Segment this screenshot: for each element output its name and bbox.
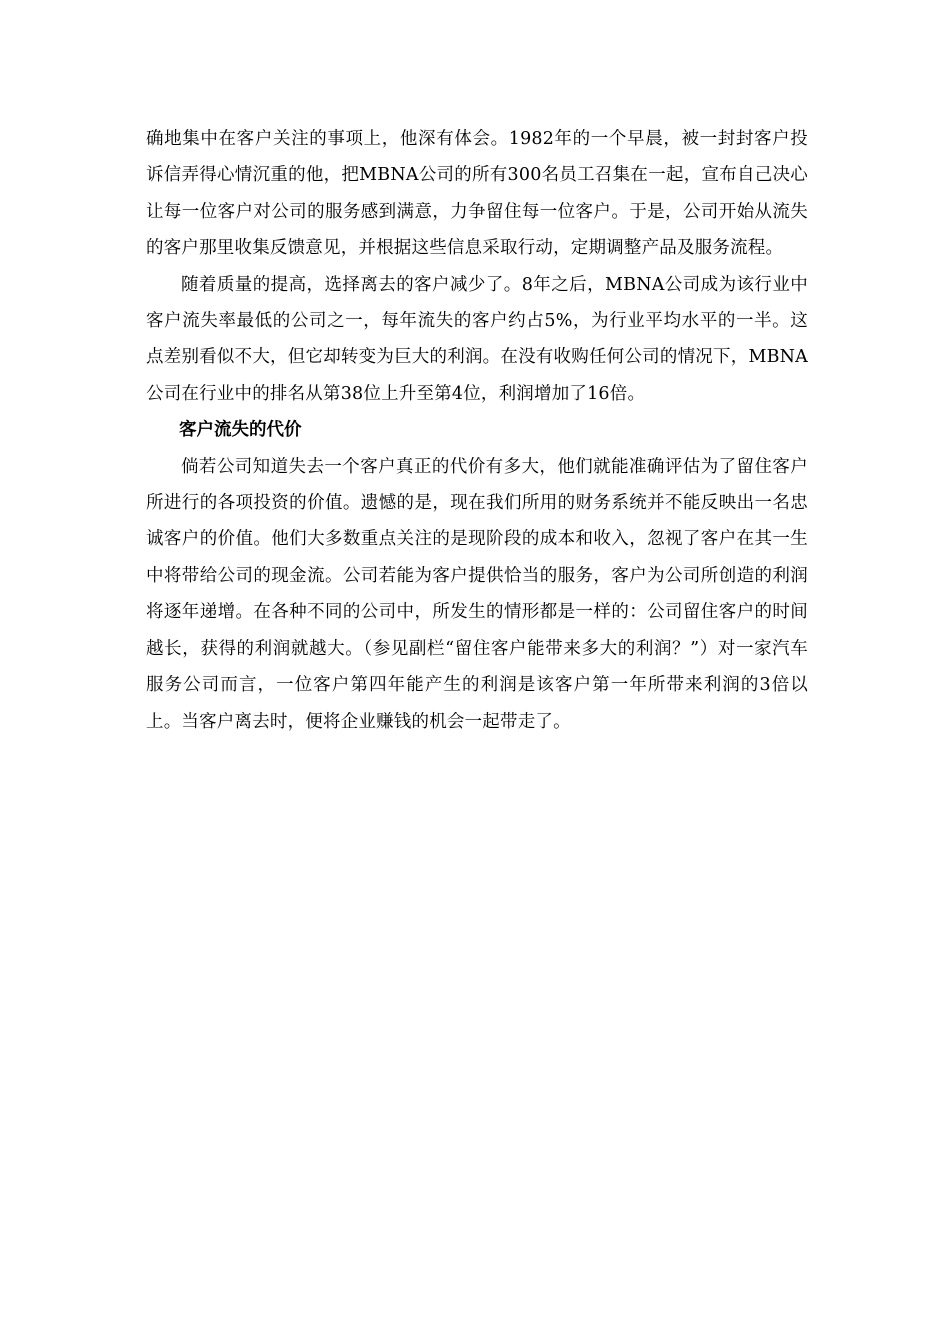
section-heading: 客户流失的代价 <box>179 420 302 441</box>
paragraph-mbna-history: 确地集中在客户关注的事项上，他深有体会。1982年的一个早晨，被一封封客户投诉信弄得心情沉重的他，把MBNA公司的所有300名员工召集在一起，宣布自己决心让每一位客户对公司的服务感到满意，力争留住每一位客户。于是，公司开始从流失的客户那里收集反馈意见，并根据这些信息采取行动，定期调整产品及服务流程。 <box>146 129 808 259</box>
paragraph-cost-of-defection: 倘若公司知道失去一个客户真正的代价有多大，他们就能准确评估为了留住客户所进行的各项投资的价值。遗憾的是，现在我们所用的财务系统并不能反映出一名忠诚客户的价值。他们大多数重点关注的是现阶段的成本和收入，忽视了客户在其一生中将带给公司的现金流。公司若能为客户提供恰当的服务，客户为公司所创造的利润将逐年递增。在各种不同的公司中，所发生的情形都是一样的：公司留住客户的时间越长，获得的利润就越大。（参见副栏“留住客户能带来多大的利润？”）对一家汽车服务公司而言，一位客户第四年能产生的利润是该客户第一年所带来利润的3倍以上。当客户离去时，便将企业赚钱的机会一起带走了。 <box>146 456 808 732</box>
document-body <box>146 121 808 740</box>
paragraph-mbna-results: 随着质量的提高，选择离去的客户减少了。8年之后，MBNA公司成为该行业中客户流失率最低的公司之一，每年流失的客户约占5%，为行业平均水平的一半。这点差别看似不大，但它却转变为巨大的利润。在没有收购任何公司的情况下，MBNA公司在行业中的排名从第38位上升至第4位，利润增加了16倍。 <box>146 274 808 404</box>
